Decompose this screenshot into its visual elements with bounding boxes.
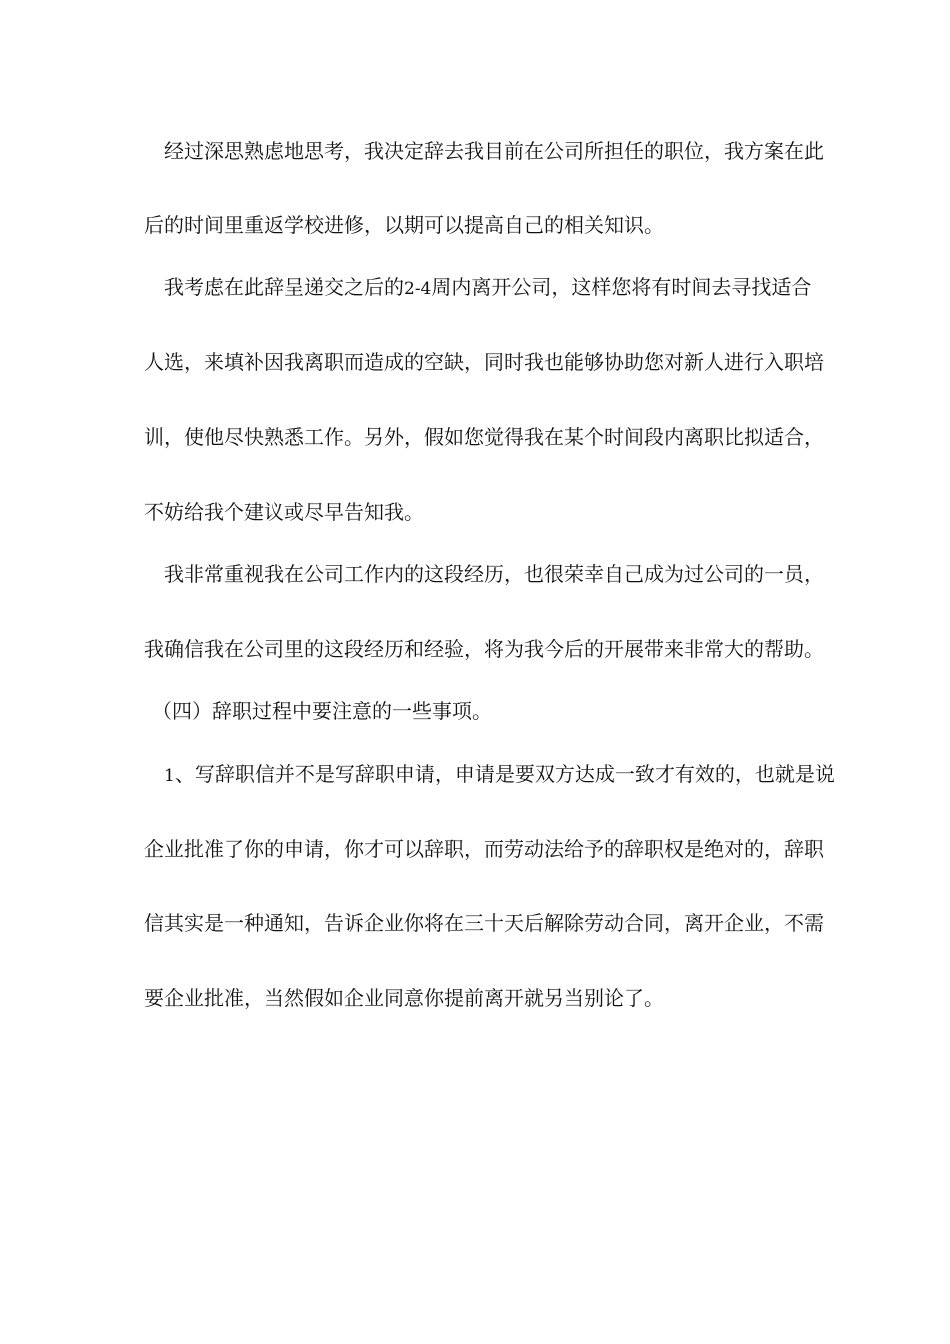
- paragraph-line: 人选，来填补因我离职而造成的空缺，同时我也能够协助您对新人进行入职培: [144, 350, 824, 374]
- text-run: 、写辞职信并不是写辞职申请，申请是要双方达成一致才有效的，也就是说: [174, 762, 835, 786]
- paragraph-line: 经过深思熟虑地思考，我决定辞去我目前在公司所担任的职位，我方案在此: [144, 139, 824, 163]
- paragraph-line: 要企业批准，当然假如企业同意你提前离开就另当别论了。: [144, 986, 664, 1010]
- paragraph-line: 信其实是一种通知，告诉企业你将在三十天后解除劳动合同，离开企业，不需: [144, 911, 824, 935]
- paragraph-line: 后的时间里重返学校进修，以期可以提高自己的相关知识。: [144, 213, 664, 237]
- paragraph-line: 我非常重视我在公司工作内的这段经历，也很荣幸自己成为过公司的一员，: [144, 562, 824, 586]
- number-run: 2-4: [404, 279, 432, 299]
- paragraph-line: [144, 760, 835, 790]
- section-heading: （四）辞职过程中要注意的一些事项。: [152, 699, 492, 723]
- number-run: 1: [164, 766, 175, 786]
- paragraph-line: 我确信我在公司里的这段经历和经验，将为我今后的开展带来非常大的帮助。: [144, 637, 824, 661]
- text-run: 周内离开公司，这样您将有时间去寻找适合: [431, 275, 812, 299]
- paragraph-line: 企业批准了你的申请，你才可以辞职，而劳动法给予的辞职权是绝对的，辞职: [144, 837, 824, 861]
- text-run: 我考虑在此辞呈递交之后的: [144, 275, 404, 299]
- paragraph-line: 不妨给我个建议或尽早告知我。: [144, 500, 424, 524]
- paragraph-line: 训，使他尽快熟悉工作。另外，假如您觉得我在某个时间段内离职比拟适合，: [144, 425, 824, 449]
- paragraph-line: [144, 273, 811, 303]
